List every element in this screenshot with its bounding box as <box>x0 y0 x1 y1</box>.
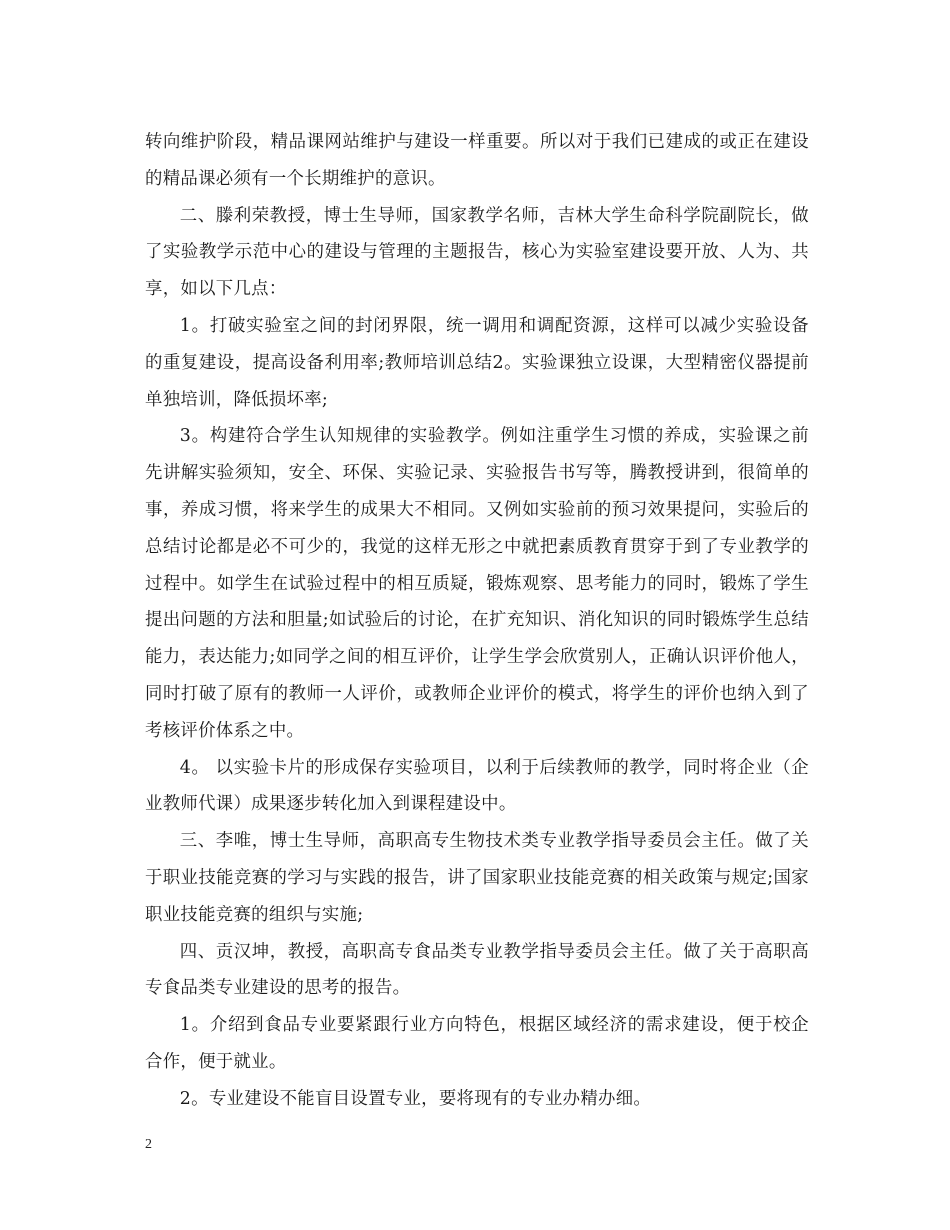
page-number: 2 <box>145 1137 152 1152</box>
paragraph: 3。构建符合学生认知规律的实验教学。例如注重学生习惯的养成，实验课之前先讲解实验须知，安全、环保、实验记录、实验报告书写等，腾教授讲到，很简单的事，养成习惯，将来学生的成果大不相同。又例如实验前的预习效果提问，实验后的总结讨论都是必不可少的，我觉的这样无形之中就把素质教育贯穿于到了专业教学的过程中。如学生在试验过程中的相互质疑，锻炼观察、思考能力的同时，锻炼了学生提出问题的方法和胆量;如试验后的讨论，在扩充知识、消化知识的同时锻炼学生总结能力，表达能力;如同学之间的相互评价，让学生学会欣赏别人，正确认识评价他人，同时打破了原有的教师一人评价，或教师企业评价的模式，将学生的评价也纳入到了考核评价体系之中。 <box>145 426 809 741</box>
paragraph: 三、李唯，博士生导师，高职高专生物技术类专业教学指导委员会主任。做了关于职业技能竞赛的学习与实践的报告，讲了国家职业技能竞赛的相关政策与规定;国家职业技能竞赛的组织与实施; <box>145 831 809 925</box>
paragraph: 4。 以实验卡片的形成保存实验项目，以利于后续教师的教学，同时将企业（企业教师代课）成果逐步转化加入到课程建设中。 <box>145 757 809 815</box>
paragraph: 1。打破实验室之间的封闭界限，统一调用和调配资源，这样可以减少实验设备的重复建设，提高设备利用率;教师培训总结2。实验课独立设课，大型精密仪器提前单独培训，降低损坏率; <box>145 315 809 410</box>
paragraph: 四、贡汉坤，教授，高职高专食品类专业教学指导委员会主任。做了关于高职高专食品类专业建设的思考的报告。 <box>145 941 809 999</box>
paragraph: 转向维护阶段，精品课网站维护与建设一样重要。所以对于我们已建成的或正在建设的精品课必须有一个长期维护的意识。 <box>145 132 809 189</box>
document-body <box>145 124 809 1118</box>
paragraph: 2。专业建设不能盲目设置专业，要将现有的专业办精办细。 <box>179 1088 652 1109</box>
paragraph: 1。介绍到食品专业要紧跟行业方向特色，根据区域经济的需求建设，便于校企合作，便于就业。 <box>145 1015 809 1072</box>
paragraph: 二、滕利荣教授，博士生导师，国家教学名师，吉林大学生命科学院副院长，做了实验教学示范中心的建设与管理的主题报告，核心为实验室建设要开放、人为、共享，如以下几点： <box>145 205 809 300</box>
